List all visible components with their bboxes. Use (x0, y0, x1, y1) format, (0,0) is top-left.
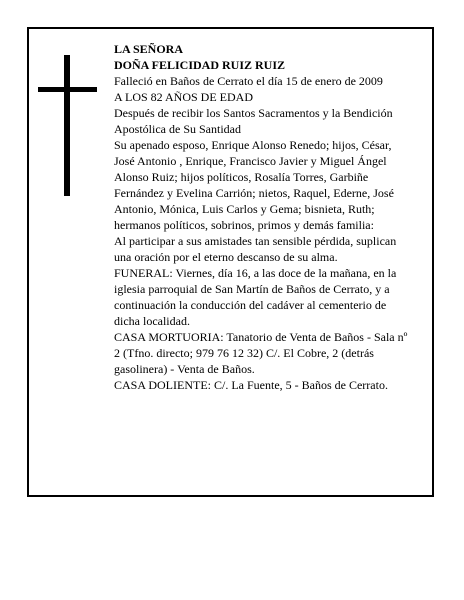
notice-title: LA SEÑORA (114, 42, 184, 56)
death-line: Falleció en Baños de Cerrato el día 15 de enero de 2009 (114, 74, 383, 88)
sacraments-paragraph: Después de recibir los Santos Sacramentos y la Bendición Apostólica de Su Santidad (114, 106, 393, 136)
mortuary-paragraph: CASA MORTUORIA: Tanatorio de Venta de Baños - Sala nº 2 (Tfno. directo; 979 76 12 32) C/. El Cobre, 2 (detrás gasolinera) - Venta de Baños. (114, 330, 408, 376)
funeral-paragraph: FUNERAL: Viernes, día 16, a las doce de la mañana, en la iglesia parroquial de San Martín de Baños de Cerrato, y a continuación la conducción del cadáver al cementerio de dicha localidad. (114, 266, 397, 328)
obituary-text (114, 41, 414, 393)
cross-icon (38, 55, 97, 196)
family-paragraph: Su apenado esposo, Enrique Alonso Renedo; hijos, César, José Antonio , Enrique, Francisco Javier y Miguel Ángel Alonso Ruiz; hijos políticos, Rosalía Torres, Garbiñe Fernández y Evelina Carrión; nietos, Raquel, Ederne, José Antonio, Mónica, Luis Carlos y Gema; bisnieta, Ruth; hermanos políticos, sobrinos, primos y demás familia: (114, 138, 394, 232)
request-paragraph: Al participar a sus amistades tan sensible pérdida, suplican una oración por el eterno descanso de su alma. (114, 234, 397, 264)
deceased-name: DOÑA FELICIDAD RUIZ RUIZ (114, 58, 286, 72)
mourning-house-paragraph: CASA DOLIENTE: C/. La Fuente, 5 - Baños de Cerrato. (114, 378, 388, 392)
cross-horizontal-bar (38, 87, 97, 92)
cross-vertical-bar (64, 55, 70, 196)
age-line: A LOS 82 AÑOS DE EDAD (114, 90, 254, 104)
